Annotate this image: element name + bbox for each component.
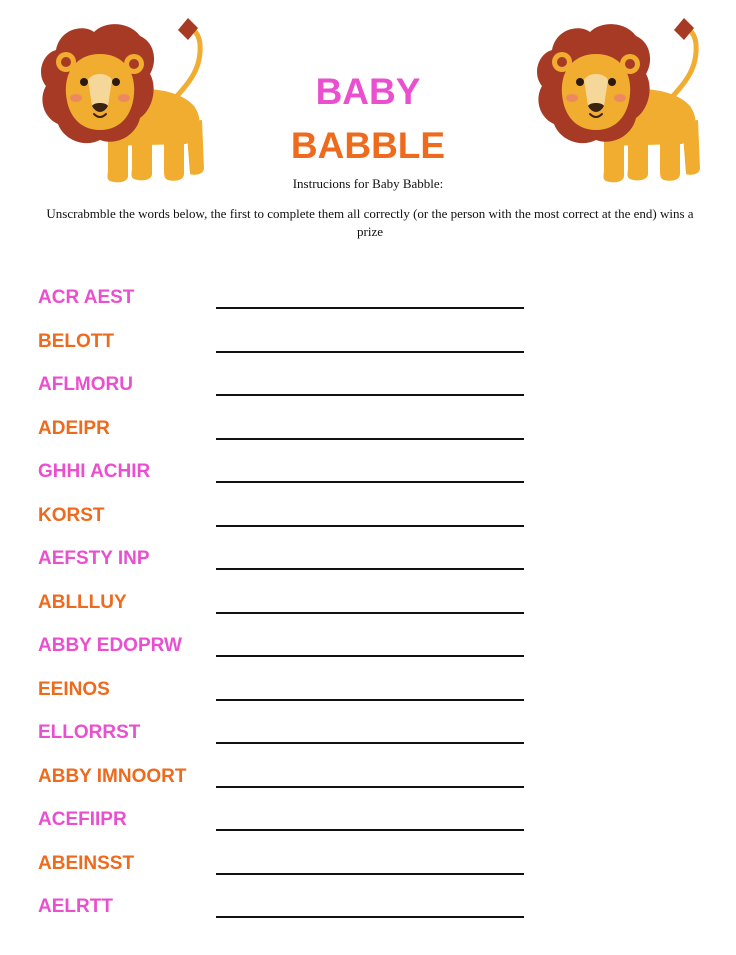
instructions-body: Unscrabmble the words below, the first to complete them all correctly (or the person with the most correct at the end) wins a prize xyxy=(46,206,694,239)
answer-line xyxy=(216,699,524,701)
answer-line xyxy=(216,394,524,396)
scrambled-word: AFLMORU xyxy=(38,374,133,395)
scrambled-word: ACEFIIPR xyxy=(38,809,127,830)
scrambled-word: KORST xyxy=(38,504,105,526)
word-row xyxy=(0,459,736,503)
instructions-heading: Instrucions for Baby Babble: xyxy=(292,176,444,191)
answer-line xyxy=(216,568,524,570)
word-row xyxy=(0,633,736,677)
answer-line xyxy=(216,916,524,918)
word-row xyxy=(0,372,736,416)
word-row xyxy=(0,590,736,634)
word-row xyxy=(0,894,736,938)
word-list xyxy=(0,285,736,938)
answer-line xyxy=(216,873,524,875)
scrambled-word: AELRTT xyxy=(38,896,113,917)
word-row xyxy=(0,285,736,329)
title-baby: BABY xyxy=(315,71,421,112)
answer-line xyxy=(216,525,524,527)
scrambled-word: ELLORRST xyxy=(38,722,141,743)
scrambled-word: AEFSTY INP xyxy=(38,548,150,569)
word-row xyxy=(0,329,736,373)
answer-line xyxy=(216,829,524,831)
title-babble: BABBLE xyxy=(290,125,446,166)
answer-line xyxy=(216,655,524,657)
scrambled-word: ACR AEST xyxy=(38,287,135,308)
scrambled-word: BELOTT xyxy=(38,330,114,352)
word-row xyxy=(0,720,736,764)
scrambled-word: GHHI ACHIR xyxy=(38,461,151,482)
word-row xyxy=(0,416,736,460)
answer-line xyxy=(216,612,524,614)
answer-line xyxy=(216,307,524,309)
answer-line xyxy=(216,742,524,744)
scrambled-word: ABBY IMNOORT xyxy=(38,765,187,787)
scrambled-word: ABEINSST xyxy=(38,852,135,874)
word-row xyxy=(0,851,736,895)
scrambled-word: ADEIPR xyxy=(38,417,110,439)
word-row xyxy=(0,677,736,721)
word-row xyxy=(0,503,736,547)
scrambled-word: EEINOS xyxy=(38,678,110,700)
scrambled-word: ABBY EDOPRW xyxy=(38,635,182,656)
scrambled-word: ABLLLUY xyxy=(38,591,127,613)
answer-line xyxy=(216,351,524,353)
answer-line xyxy=(216,786,524,788)
word-row xyxy=(0,546,736,590)
word-row xyxy=(0,764,736,808)
answer-line xyxy=(216,481,524,483)
word-row xyxy=(0,807,736,851)
answer-line xyxy=(216,438,524,440)
